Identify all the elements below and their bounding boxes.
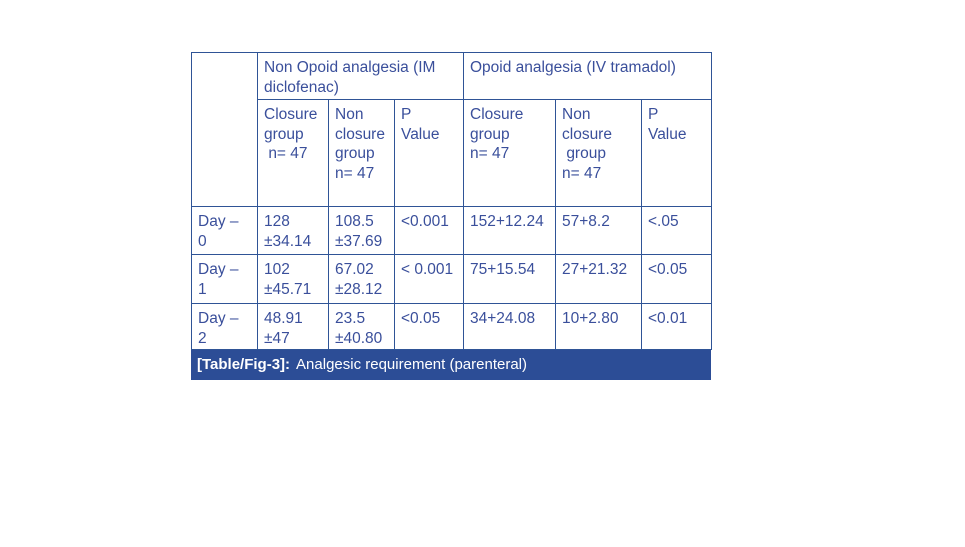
table-cell: 23.5 ±40.80 xyxy=(329,304,395,350)
table-row-day-1 xyxy=(192,255,712,304)
row-label: Day – 0 xyxy=(192,207,258,255)
caption-label: [Table/Fig-3]: xyxy=(197,356,291,373)
sub-header-p-value-1: P Value xyxy=(395,100,464,207)
table-cell: <.05 xyxy=(642,207,712,255)
sub-header-closure-2: Closure group n= 47 xyxy=(464,100,556,207)
table-cell: <0.05 xyxy=(395,304,464,350)
sub-header-row xyxy=(192,100,712,207)
table-cell: <0.01 xyxy=(642,304,712,350)
table-row-day-0 xyxy=(192,207,712,255)
table-cell: 102 ±45.71 xyxy=(258,255,329,304)
row-label: Day – 2 xyxy=(192,304,258,350)
analgesic-table xyxy=(191,52,712,350)
table-cell: 34+24.08 xyxy=(464,304,556,350)
figure-caption xyxy=(191,350,711,380)
table-cell: < 0.001 xyxy=(395,255,464,304)
table-cell: 10+2.80 xyxy=(556,304,642,350)
table-cell: <0.001 xyxy=(395,207,464,255)
sub-header-p-value-2: P Value xyxy=(642,100,712,207)
sub-header-non-closure-2: Non closure group n= 47 xyxy=(556,100,642,207)
sub-header-non-closure-1: Non closure group n= 47 xyxy=(329,100,395,207)
row-label: Day – 1 xyxy=(192,255,258,304)
table-cell: 152+12.24 xyxy=(464,207,556,255)
table-cell: 67.02 ±28.12 xyxy=(329,255,395,304)
table-row-day-2 xyxy=(192,304,712,350)
table-cell: 48.91 ±47 xyxy=(258,304,329,350)
group-header-row xyxy=(192,53,712,100)
table-cell: 27+21.32 xyxy=(556,255,642,304)
table-figure xyxy=(191,52,711,380)
sub-header-closure-1: Closure group n= 47 xyxy=(258,100,329,207)
opoid-group-header: Opoid analgesia (IV tramadol) xyxy=(464,53,712,100)
table-cell: 57+8.2 xyxy=(556,207,642,255)
table-cell: 128 ±34.14 xyxy=(258,207,329,255)
table-cell: <0.05 xyxy=(642,255,712,304)
non-opoid-group-header: Non Opoid analgesia (IM diclofenac) xyxy=(258,53,464,100)
table-cell: 75+15.54 xyxy=(464,255,556,304)
table-cell: 108.5 ±37.69 xyxy=(329,207,395,255)
corner-header-cell xyxy=(192,53,258,207)
caption-text: Analgesic requirement (parenteral) xyxy=(296,356,527,373)
